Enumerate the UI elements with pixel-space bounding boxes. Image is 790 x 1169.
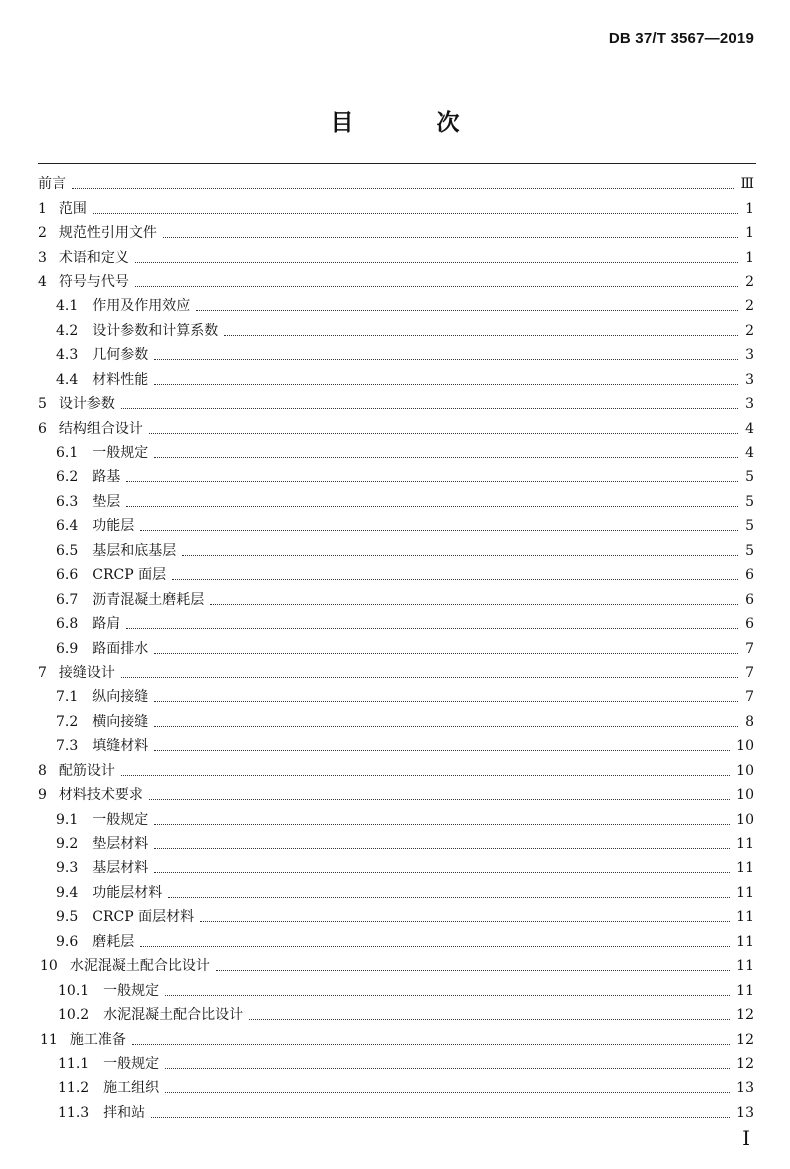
toc-dot-leader bbox=[149, 798, 730, 800]
toc-entry-title: 材料性能 bbox=[92, 371, 149, 388]
toc-entry-number: 7 bbox=[38, 664, 47, 681]
toc-entry[interactable] bbox=[0, 490, 790, 514]
toc-entry-number: 6.6 bbox=[56, 567, 79, 584]
toc-dot-leader bbox=[216, 969, 730, 971]
header-rule bbox=[38, 163, 756, 164]
toc-entry-page: 1 bbox=[745, 225, 754, 242]
toc-entry-page: 1 bbox=[745, 249, 754, 266]
toc-dot-leader bbox=[154, 871, 730, 873]
toc-entry-number: 4.4 bbox=[56, 371, 79, 388]
toc-entry-number: 9.6 bbox=[56, 933, 79, 950]
toc-entry[interactable] bbox=[0, 245, 790, 269]
toc-entry-page: 13 bbox=[736, 1104, 754, 1121]
toc-entry-page: 10 bbox=[736, 762, 754, 779]
toc-dot-leader bbox=[165, 1091, 730, 1093]
toc-dot-leader bbox=[154, 652, 738, 654]
toc-entry[interactable] bbox=[0, 343, 790, 367]
toc-dot-leader bbox=[249, 1018, 730, 1020]
toc-entry-page: 11 bbox=[736, 860, 754, 877]
toc-entry-page: 12 bbox=[736, 1031, 754, 1048]
toc-dot-leader bbox=[165, 1067, 730, 1069]
toc-dot-leader bbox=[172, 578, 738, 580]
toc-entry-page: 12 bbox=[736, 1055, 754, 1072]
toc-entry[interactable] bbox=[0, 392, 790, 416]
toc-dot-leader bbox=[135, 285, 738, 287]
toc-entry-page: 13 bbox=[736, 1080, 754, 1097]
document-code: DB 37/T 3567—2019 bbox=[608, 30, 754, 47]
toc-entry-page: 11 bbox=[736, 982, 754, 999]
toc-entry[interactable] bbox=[0, 661, 790, 685]
toc-entry-title: 基层材料 bbox=[92, 860, 149, 877]
toc-entry[interactable] bbox=[0, 539, 790, 563]
toc-entry-number: 4.2 bbox=[56, 322, 79, 339]
toc-entry-number: 10 bbox=[40, 958, 58, 975]
toc-entry-title: 垫层材料 bbox=[92, 836, 149, 853]
toc-entry[interactable] bbox=[0, 1101, 790, 1125]
toc-entry[interactable] bbox=[0, 563, 790, 587]
toc-entry[interactable] bbox=[0, 221, 790, 245]
toc-entry-number: 7.2 bbox=[56, 713, 79, 730]
toc-entry-page: 3 bbox=[745, 347, 754, 364]
toc-entry-title: 范围 bbox=[58, 200, 87, 217]
toc-dot-leader bbox=[224, 334, 738, 336]
toc-dot-leader bbox=[210, 603, 738, 605]
toc-entry-page: 7 bbox=[745, 640, 754, 657]
toc-entry[interactable] bbox=[0, 441, 790, 465]
toc-entry[interactable] bbox=[0, 1052, 790, 1076]
toc-entry-title: 垫层 bbox=[92, 493, 121, 510]
toc-entry-number: 5 bbox=[38, 396, 47, 413]
toc-dot-leader bbox=[154, 456, 738, 458]
toc-entry-number: 6.4 bbox=[56, 518, 79, 535]
toc-entry-page: 2 bbox=[745, 298, 754, 315]
toc-entry-title: 填缝材料 bbox=[92, 738, 149, 755]
toc-entry[interactable] bbox=[0, 783, 790, 807]
toc-dot-leader bbox=[135, 261, 738, 263]
toc-entry-number: 10.2 bbox=[58, 1007, 90, 1024]
toc-title: 目 次 bbox=[330, 109, 490, 136]
toc-entry-page: 10 bbox=[736, 787, 754, 804]
toc-dot-leader bbox=[154, 700, 738, 702]
toc-entry-title: 一般规定 bbox=[92, 811, 149, 828]
toc-entry-number: 4.1 bbox=[56, 298, 79, 315]
toc-entry-title: CRCP 面层材料 bbox=[92, 909, 195, 926]
toc-entry-number: 9.3 bbox=[56, 860, 79, 877]
toc-entry[interactable] bbox=[0, 1027, 790, 1051]
toc-entry-number: 7.1 bbox=[56, 689, 79, 706]
toc-entry-title: 结构组合设计 bbox=[58, 420, 143, 437]
toc-entry-number: 6.5 bbox=[56, 542, 79, 559]
toc-entry-title: CRCP 面层 bbox=[92, 567, 167, 584]
toc-entry[interactable] bbox=[0, 807, 790, 831]
toc-entry[interactable] bbox=[0, 465, 790, 489]
toc-entry-title: 施工准备 bbox=[69, 1031, 126, 1048]
toc-entry-number: 6.1 bbox=[56, 445, 79, 462]
toc-entry[interactable] bbox=[0, 930, 790, 954]
toc-entry-page: 7 bbox=[745, 689, 754, 706]
toc-entry-title: 前言 bbox=[38, 176, 66, 193]
toc-entry-title: 拌和站 bbox=[103, 1104, 146, 1121]
toc-entry-title: 功能层材料 bbox=[92, 884, 163, 901]
toc-dot-leader bbox=[126, 480, 738, 482]
toc-entry-number: 9.2 bbox=[56, 836, 79, 853]
toc-entry-title: 设计参数和计算系数 bbox=[92, 322, 219, 339]
toc-entry[interactable] bbox=[0, 319, 790, 343]
toc-entry-page: 1 bbox=[745, 200, 754, 217]
toc-entry-page: 6 bbox=[745, 567, 754, 584]
toc-entry-number: 6.9 bbox=[56, 640, 79, 657]
toc-entry-number: 11.3 bbox=[58, 1104, 90, 1121]
toc-dot-leader bbox=[132, 1043, 730, 1045]
toc-entry-title: 功能层 bbox=[92, 518, 135, 535]
toc-entry[interactable] bbox=[0, 196, 790, 220]
toc-entry-page: 11 bbox=[736, 884, 754, 901]
toc-entry-title: 路肩 bbox=[92, 616, 121, 633]
toc-dot-leader bbox=[126, 627, 738, 629]
toc-entry[interactable] bbox=[0, 368, 790, 392]
toc-entry[interactable] bbox=[0, 587, 790, 611]
toc-entry-page: 12 bbox=[736, 1007, 754, 1024]
toc-entry-number: 2 bbox=[38, 225, 47, 242]
toc-entry-title: 几何参数 bbox=[92, 347, 149, 364]
toc-entry-number: 9.1 bbox=[56, 811, 79, 828]
toc-entry-title: 设计参数 bbox=[58, 396, 115, 413]
toc-entry-number: 9 bbox=[38, 787, 47, 804]
toc-entry-number: 7.3 bbox=[56, 738, 79, 755]
toc-entry[interactable] bbox=[0, 270, 790, 294]
toc-entry[interactable] bbox=[0, 294, 790, 318]
toc-entry[interactable] bbox=[0, 978, 790, 1002]
toc-dot-leader bbox=[121, 676, 738, 678]
toc-entry-title: 沥青混凝土磨耗层 bbox=[92, 591, 205, 608]
toc-entry[interactable] bbox=[0, 832, 790, 856]
toc-dot-leader bbox=[154, 358, 738, 360]
toc-entry[interactable] bbox=[0, 1076, 790, 1100]
toc-dot-leader bbox=[140, 529, 738, 531]
toc-entry-page: 4 bbox=[745, 420, 754, 437]
toc-entry-page: 5 bbox=[745, 493, 754, 510]
toc-entry[interactable] bbox=[0, 514, 790, 538]
toc-dot-leader bbox=[196, 309, 738, 311]
toc-entry-page: 6 bbox=[745, 591, 754, 608]
toc-entry[interactable] bbox=[0, 856, 790, 880]
toc-entry-title: 术语和定义 bbox=[58, 249, 129, 266]
toc-entry-page: 10 bbox=[736, 811, 754, 828]
toc-list bbox=[0, 172, 790, 1125]
toc-entry[interactable] bbox=[0, 416, 790, 440]
toc-entry[interactable] bbox=[0, 905, 790, 929]
toc-entry-page: 8 bbox=[745, 713, 754, 730]
toc-entry-page: 10 bbox=[736, 738, 754, 755]
toc-dot-leader bbox=[126, 505, 738, 507]
toc-entry-title: 材料技术要求 bbox=[58, 787, 143, 804]
toc-dot-leader bbox=[154, 749, 730, 751]
toc-entry-title: 施工组织 bbox=[103, 1080, 160, 1097]
toc-dot-leader bbox=[149, 432, 738, 434]
toc-entry-title: 横向接缝 bbox=[92, 713, 149, 730]
toc-entry-number: 3 bbox=[38, 249, 47, 266]
toc-dot-leader bbox=[168, 896, 730, 898]
toc-entry-title: 接缝设计 bbox=[58, 664, 115, 681]
toc-dot-leader bbox=[154, 847, 730, 849]
toc-entry-number: 9.4 bbox=[56, 884, 79, 901]
toc-entry-title: 规范性引用文件 bbox=[58, 225, 157, 242]
toc-dot-leader bbox=[151, 1116, 730, 1118]
toc-entry-page: 5 bbox=[745, 469, 754, 486]
toc-dot-leader bbox=[72, 187, 734, 189]
toc-entry-page: 7 bbox=[745, 664, 754, 681]
toc-entry[interactable] bbox=[0, 954, 790, 978]
toc-entry-page: 11 bbox=[736, 958, 754, 975]
toc-entry-number: 6.3 bbox=[56, 493, 79, 510]
toc-dot-leader bbox=[200, 920, 730, 922]
toc-dot-leader bbox=[121, 774, 730, 776]
page-number: I bbox=[742, 1126, 750, 1150]
toc-entry-number: 6.7 bbox=[56, 591, 79, 608]
toc-entry-page: 2 bbox=[745, 322, 754, 339]
toc-entry-page: 3 bbox=[745, 396, 754, 413]
toc-entry-number: 4 bbox=[38, 273, 47, 290]
toc-entry-number: 6.2 bbox=[56, 469, 79, 486]
toc-entry-title: 配筋设计 bbox=[58, 762, 115, 779]
toc-entry-number: 6.8 bbox=[56, 616, 79, 633]
toc-entry[interactable] bbox=[0, 636, 790, 660]
toc-entry[interactable] bbox=[0, 734, 790, 758]
toc-entry-title: 一般规定 bbox=[103, 982, 160, 999]
toc-entry-page: 11 bbox=[736, 909, 754, 926]
toc-entry-page: 5 bbox=[745, 518, 754, 535]
toc-dot-leader bbox=[121, 407, 738, 409]
toc-dot-leader bbox=[165, 994, 730, 996]
toc-dot-leader bbox=[154, 383, 738, 385]
toc-entry-page: 11 bbox=[736, 933, 754, 950]
toc-entry[interactable] bbox=[0, 881, 790, 905]
toc-dot-leader bbox=[140, 945, 730, 947]
toc-entry-number: 11 bbox=[40, 1031, 58, 1048]
toc-entry[interactable] bbox=[0, 1003, 790, 1027]
toc-dot-leader bbox=[154, 725, 738, 727]
toc-entry[interactable] bbox=[0, 172, 790, 196]
toc-entry[interactable] bbox=[0, 710, 790, 734]
toc-dot-leader bbox=[163, 236, 738, 238]
toc-entry-number: 9.5 bbox=[56, 909, 79, 926]
toc-entry-title: 作用及作用效应 bbox=[92, 298, 191, 315]
toc-entry-number: 6 bbox=[38, 420, 47, 437]
toc-entry-title: 一般规定 bbox=[92, 445, 149, 462]
toc-entry-number: 8 bbox=[38, 762, 47, 779]
toc-entry-page: 5 bbox=[745, 542, 754, 559]
toc-entry[interactable] bbox=[0, 759, 790, 783]
toc-entry-number: 4.3 bbox=[56, 347, 79, 364]
toc-entry-page: 4 bbox=[745, 445, 754, 462]
toc-entry-page: 6 bbox=[745, 616, 754, 633]
toc-entry-page: 2 bbox=[745, 273, 754, 290]
toc-entry-title: 路面排水 bbox=[92, 640, 149, 657]
toc-entry-title: 水泥混凝土配合比设计 bbox=[103, 1007, 244, 1024]
toc-entry-title: 符号与代号 bbox=[58, 273, 129, 290]
toc-entry-page: 3 bbox=[745, 371, 754, 388]
toc-entry-title: 一般规定 bbox=[103, 1055, 160, 1072]
toc-dot-leader bbox=[182, 554, 738, 556]
toc-entry-number: 10.1 bbox=[58, 982, 90, 999]
toc-dot-leader bbox=[154, 823, 730, 825]
toc-entry-number: 11.1 bbox=[58, 1055, 90, 1072]
toc-entry[interactable] bbox=[0, 612, 790, 636]
toc-entry-page: Ⅲ bbox=[740, 176, 754, 193]
toc-entry-title: 水泥混凝土配合比设计 bbox=[69, 958, 210, 975]
toc-entry-page: 11 bbox=[736, 836, 754, 853]
toc-entry-number: 11.2 bbox=[58, 1080, 90, 1097]
toc-entry-number: 1 bbox=[38, 200, 47, 217]
toc-entry-title: 纵向接缝 bbox=[92, 689, 149, 706]
toc-entry-title: 基层和底基层 bbox=[92, 542, 177, 559]
toc-dot-leader bbox=[93, 212, 738, 214]
toc-entry-title: 磨耗层 bbox=[92, 933, 135, 950]
toc-entry[interactable] bbox=[0, 685, 790, 709]
toc-entry-title: 路基 bbox=[92, 469, 121, 486]
